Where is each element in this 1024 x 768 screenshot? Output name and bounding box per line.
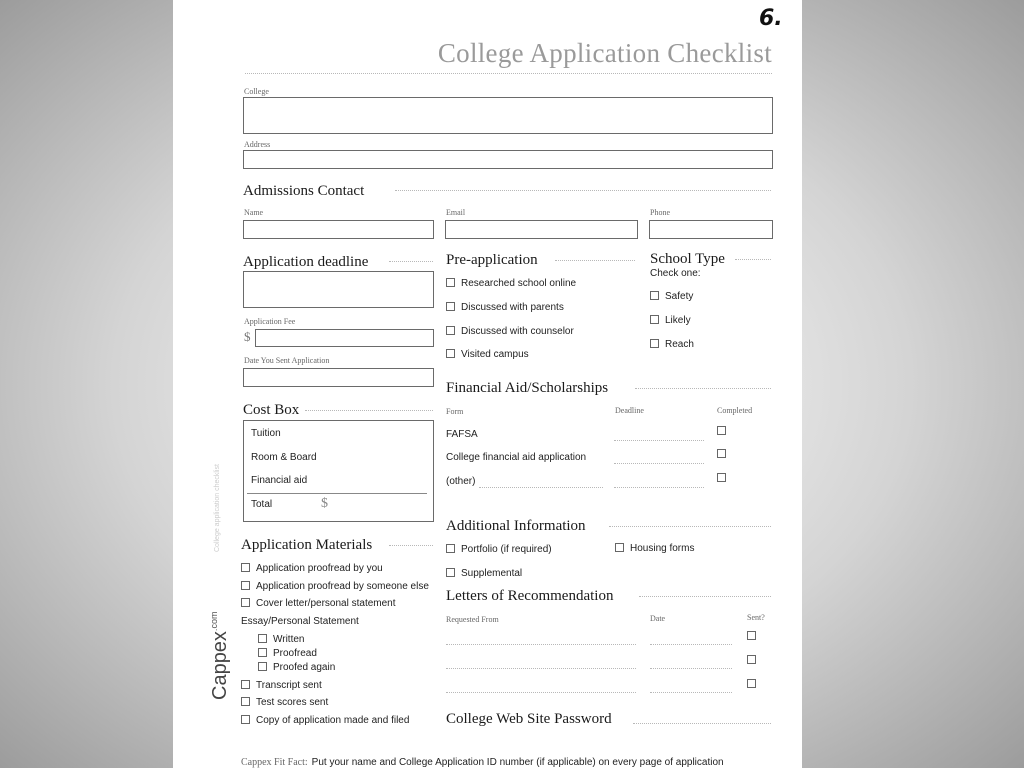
contact-phone-label: Phone bbox=[650, 208, 670, 217]
letter-date-line[interactable] bbox=[650, 644, 732, 645]
checkbox[interactable] bbox=[446, 568, 455, 577]
fafsa-completed-checkbox[interactable] bbox=[717, 426, 726, 435]
fee-label: Application Fee bbox=[244, 317, 296, 326]
school-type-heading: School Type bbox=[650, 251, 725, 267]
letter-requested-line[interactable] bbox=[446, 668, 636, 669]
contact-email-label: Email bbox=[446, 208, 466, 217]
admissions-contact-heading: Admissions Contact bbox=[243, 183, 365, 199]
preapp-item-counselor[interactable]: Discussed with counselor bbox=[446, 326, 574, 337]
financial-col-completed: Completed bbox=[717, 406, 753, 415]
footer-fit-fact: Cappex Fit Fact: Put your name and College Application ID number (if applicable) on every page of application bbox=[241, 757, 724, 768]
preapp-item-parents[interactable]: Discussed with parents bbox=[446, 302, 564, 313]
material-copy-filed[interactable]: Copy of application made and filed bbox=[241, 715, 409, 726]
cost-total-label: Total bbox=[251, 499, 273, 510]
checkbox[interactable] bbox=[650, 339, 659, 348]
additional-portfolio[interactable]: Portfolio (if required) bbox=[446, 544, 552, 555]
checkbox[interactable] bbox=[446, 278, 455, 287]
checkbox[interactable] bbox=[258, 648, 267, 657]
password-line[interactable] bbox=[633, 723, 771, 724]
contact-phone-field[interactable] bbox=[649, 220, 773, 239]
heading-rule bbox=[395, 190, 771, 191]
material-cover-letter[interactable]: Cover letter/personal statement bbox=[241, 598, 396, 609]
fafsa-deadline-line[interactable] bbox=[614, 440, 704, 441]
page-title: College Application Checklist bbox=[437, 38, 772, 68]
letter-sent-checkbox[interactable] bbox=[747, 655, 756, 664]
date-sent-field[interactable] bbox=[243, 368, 434, 387]
address-label: Address bbox=[244, 140, 271, 149]
cost-room-board-label: Room & Board bbox=[251, 452, 317, 463]
heading-rule bbox=[609, 526, 771, 527]
financial-col-form: Form bbox=[446, 407, 464, 416]
checkbox[interactable] bbox=[446, 349, 455, 358]
checkbox[interactable] bbox=[446, 302, 455, 311]
checkbox[interactable] bbox=[650, 315, 659, 324]
cost-box-heading: Cost Box bbox=[243, 402, 300, 418]
school-type-safety[interactable]: Safety bbox=[650, 291, 693, 302]
material-proofread-someone[interactable]: Application proofread by someone else bbox=[241, 581, 429, 592]
financial-row-fafsa: FAFSA bbox=[446, 429, 478, 440]
other-deadline-line[interactable] bbox=[614, 487, 704, 488]
heading-rule bbox=[735, 259, 771, 260]
checklist-page bbox=[173, 0, 802, 768]
cost-tuition-label: Tuition bbox=[251, 428, 281, 439]
essay-label: Essay/Personal Statement bbox=[241, 616, 359, 627]
financial-row-other: (other) bbox=[446, 476, 476, 487]
logo-wordmark: Cappex bbox=[209, 631, 231, 700]
other-completed-checkbox[interactable] bbox=[717, 473, 726, 482]
school-type-likely[interactable]: Likely bbox=[650, 315, 691, 326]
contact-name-field[interactable] bbox=[243, 220, 434, 239]
password-heading: College Web Site Password bbox=[446, 711, 612, 727]
cost-total-currency: $ bbox=[321, 496, 328, 511]
material-test-scores[interactable]: Test scores sent bbox=[241, 697, 328, 708]
checkbox[interactable] bbox=[258, 634, 267, 643]
fee-field[interactable] bbox=[255, 329, 434, 347]
college-aid-deadline-line[interactable] bbox=[614, 463, 704, 464]
deadline-field[interactable] bbox=[243, 271, 434, 308]
contact-name-label: Name bbox=[244, 208, 264, 217]
heading-rule bbox=[635, 388, 771, 389]
college-aid-completed-checkbox[interactable] bbox=[717, 449, 726, 458]
checkbox[interactable] bbox=[241, 715, 250, 724]
checkbox[interactable] bbox=[241, 598, 250, 607]
letter-date-line[interactable] bbox=[650, 668, 732, 669]
checkbox[interactable] bbox=[241, 581, 250, 590]
checkbox[interactable] bbox=[446, 544, 455, 553]
letter-requested-line[interactable] bbox=[446, 644, 636, 645]
application-deadline-heading: Application deadline bbox=[243, 254, 369, 270]
checkbox[interactable] bbox=[241, 680, 250, 689]
checkbox[interactable] bbox=[615, 543, 624, 552]
letters-col-requested: Requested From bbox=[446, 615, 499, 624]
letter-requested-line[interactable] bbox=[446, 692, 636, 693]
preapp-item-visited[interactable]: Visited campus bbox=[446, 349, 529, 360]
cost-total-rule bbox=[247, 493, 427, 494]
school-type-reach[interactable]: Reach bbox=[650, 339, 694, 350]
material-transcript[interactable]: Transcript sent bbox=[241, 680, 322, 691]
letter-date-line[interactable] bbox=[650, 692, 732, 693]
cost-financial-aid-label: Financial aid bbox=[251, 475, 308, 486]
essay-written[interactable]: Written bbox=[258, 634, 305, 645]
checkbox[interactable] bbox=[241, 563, 250, 572]
additional-housing-forms[interactable]: Housing forms bbox=[615, 543, 694, 554]
contact-email-field[interactable] bbox=[445, 220, 638, 239]
heading-rule bbox=[305, 410, 433, 411]
checkbox[interactable] bbox=[446, 326, 455, 335]
pre-application-heading: Pre-application bbox=[446, 252, 538, 268]
checkbox[interactable] bbox=[650, 291, 659, 300]
financial-row-college-aid: College financial aid application bbox=[446, 452, 587, 463]
cappex-logo bbox=[209, 612, 232, 700]
letters-heading: Letters of Recommendation bbox=[446, 588, 614, 604]
additional-information-heading: Additional Information bbox=[446, 518, 586, 534]
additional-supplemental[interactable]: Supplemental bbox=[446, 568, 522, 579]
letter-sent-checkbox[interactable] bbox=[747, 631, 756, 640]
address-field[interactable] bbox=[243, 150, 773, 169]
title-rule bbox=[245, 73, 772, 74]
financial-aid-heading: Financial Aid/Scholarships bbox=[446, 380, 609, 396]
college-field[interactable] bbox=[243, 97, 773, 134]
essay-proofread[interactable]: Proofread bbox=[258, 648, 317, 659]
heading-rule bbox=[639, 596, 771, 597]
material-proofread-you[interactable]: Application proofread by you bbox=[241, 563, 383, 574]
essay-proofed-again[interactable]: Proofed again bbox=[258, 662, 335, 673]
page-number: 6. bbox=[759, 6, 783, 31]
letter-sent-checkbox[interactable] bbox=[747, 679, 756, 688]
side-margin-text: College application checklist bbox=[214, 464, 221, 552]
heading-rule bbox=[389, 261, 433, 262]
school-type-subtitle: Check one: bbox=[650, 268, 701, 279]
financial-col-deadline: Deadline bbox=[615, 406, 644, 415]
letters-col-sent: Sent? bbox=[747, 613, 765, 622]
fee-currency: $ bbox=[244, 329, 251, 344]
date-sent-label: Date You Sent Application bbox=[244, 356, 330, 365]
heading-rule bbox=[555, 260, 635, 261]
letters-col-date: Date bbox=[650, 614, 666, 623]
heading-rule bbox=[389, 545, 433, 546]
checkbox[interactable] bbox=[258, 662, 267, 671]
college-label: College bbox=[244, 87, 269, 96]
logo-suffix: .com bbox=[209, 611, 219, 632]
other-form-line[interactable] bbox=[479, 487, 603, 488]
checkbox[interactable] bbox=[241, 697, 250, 706]
preapp-item-researched[interactable]: Researched school online bbox=[446, 278, 576, 289]
application-materials-heading: Application Materials bbox=[241, 537, 373, 553]
